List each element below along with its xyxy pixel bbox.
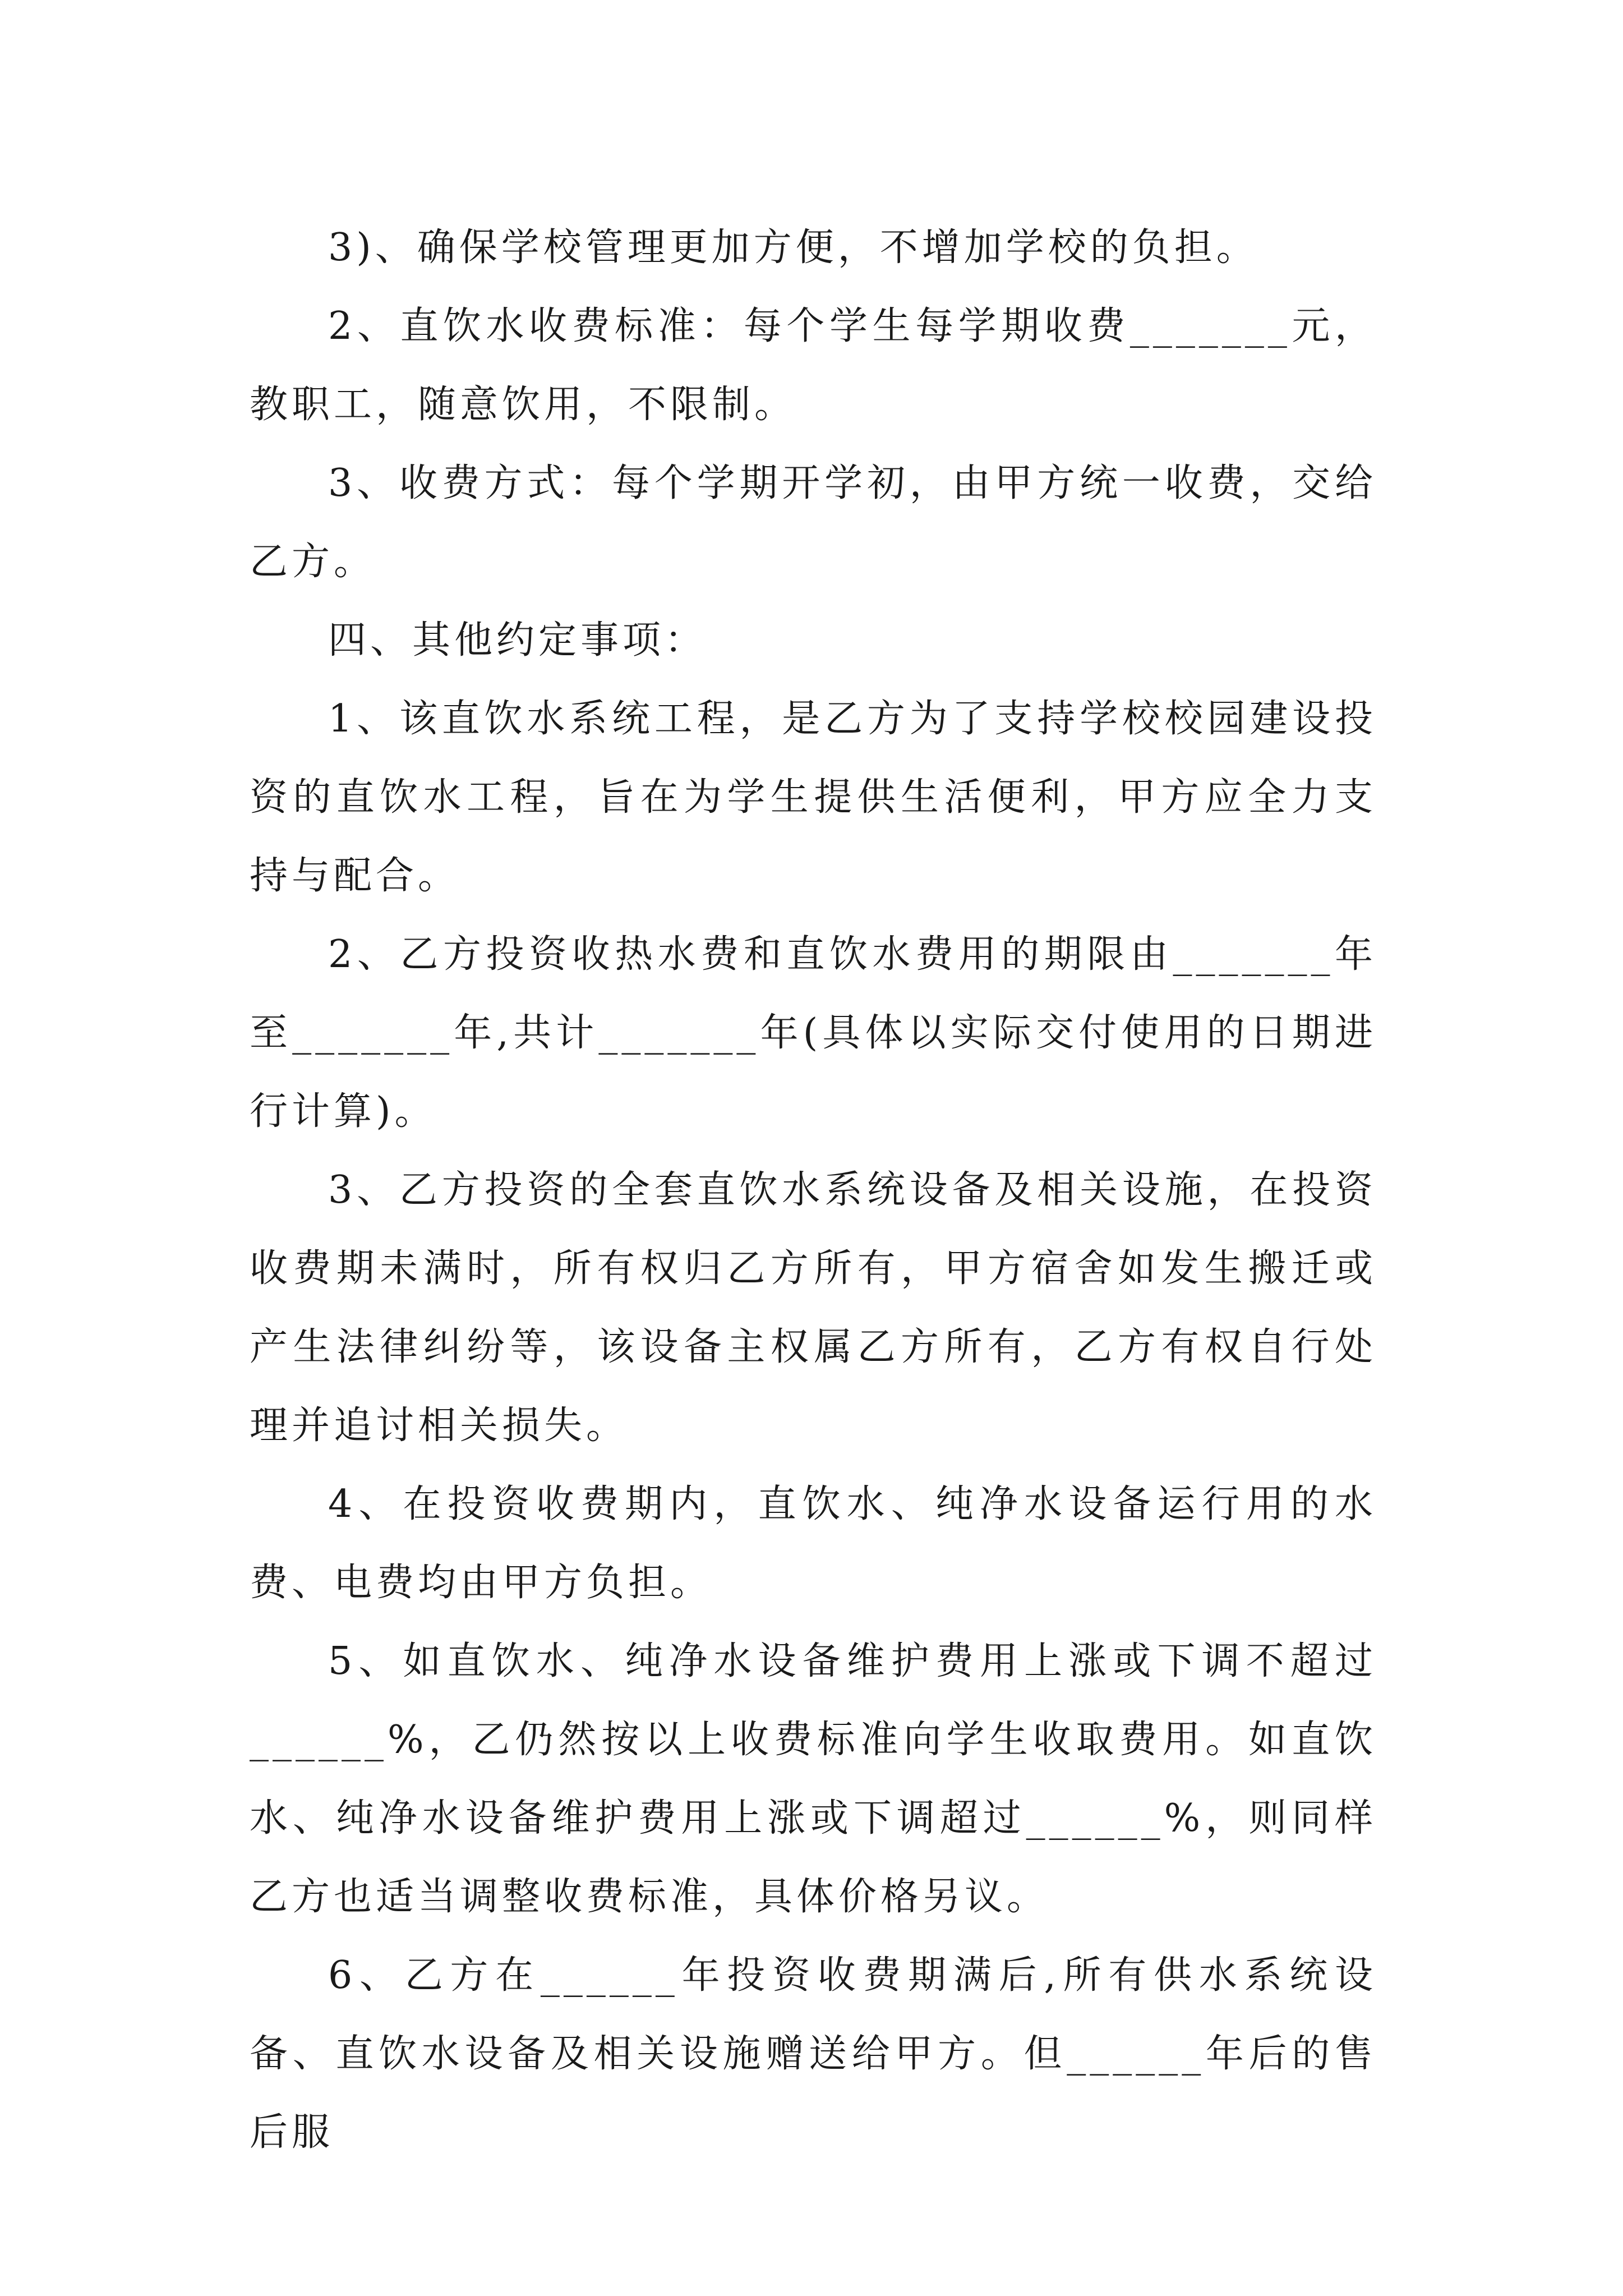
paragraph-term-6: 6、乙方在______年投资收费期满后,所有供水系统设备、直饮水设备及相关设施赠送给甲方。但______年后的售后服 [250, 1953, 1377, 2155]
paragraph-term-2: 2、乙方投资收热水费和直饮水费用的期限由_______年至_______年,共计_______年(具体以实际交付使用的日期进行计算)。 [250, 932, 1377, 1134]
paragraph-item-3-school-management: 3)、确保学校管理更加方便，不增加学校的负担。 [328, 226, 1258, 270]
paragraph-term-3: 3、乙方投资的全套直饮水系统设备及相关设施，在投资收费期未满时，所有权归乙方所有，甲方宿舍如发生搬迁或产生法律纠纷等，该设备主权属乙方所有，乙方有权自行处理并追讨相关损失。 [250, 1168, 1377, 1448]
section-heading-other-terms: 四、其他约定事项： [328, 618, 707, 662]
paragraph-term-4: 4、在投资收费期内，直饮水、纯净水设备运行用的水费、电费均由甲方负担。 [250, 1482, 1377, 1605]
paragraph-fee-method: 3、收费方式：每个学期开学初，由甲方统一收费，交给乙方。 [250, 461, 1377, 584]
document-body [250, 209, 1377, 2172]
paragraph-term-5: 5、如直饮水、纯净水设备维护费用上涨或下调不超过______%，乙仍然按以上收费标准向学生收取费用。如直饮水、纯净水设备维护费用上涨或下调超过______%，则同样乙方也适当调整收费标准，具体价格另议。 [250, 1639, 1377, 1919]
paragraph-fee-standard: 2、直饮水收费标准：每个学生每学期收费_______元，教职工，随意饮用，不限制。 [250, 304, 1377, 427]
paragraph-term-1: 1、该直饮水系统工程，是乙方为了支持学校校园建设投资的直饮水工程，旨在为学生提供生活便利，甲方应全力支持与配合。 [250, 697, 1377, 898]
